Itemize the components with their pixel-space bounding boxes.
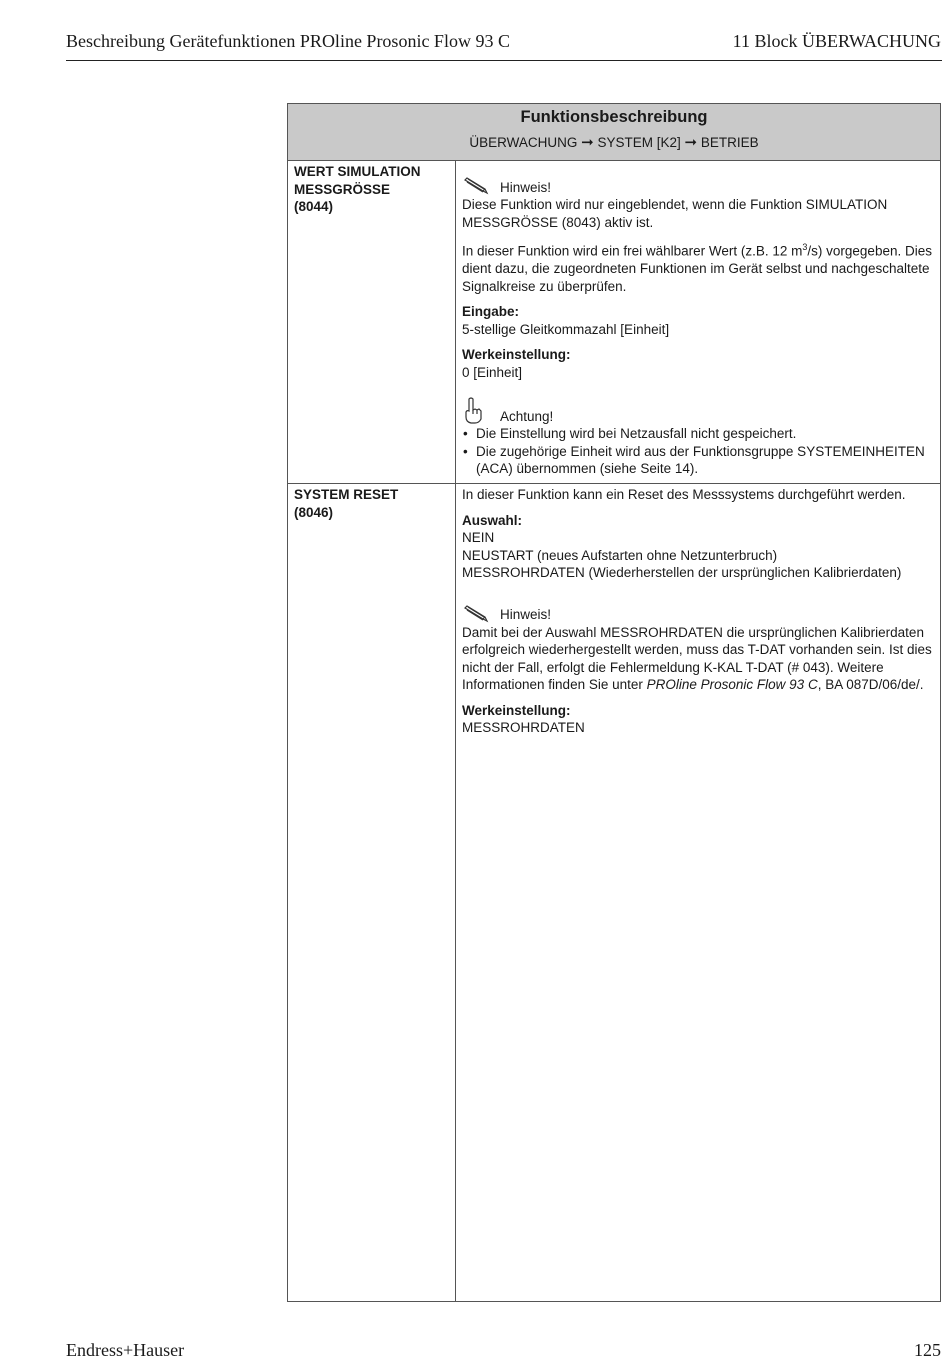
caution-list (462, 425, 938, 478)
header-chapter: 11 Block ÜBERWACHUNG (732, 31, 941, 51)
path-item: SYSTEM [K2] (597, 135, 681, 150)
header-title: Beschreibung Gerätefunktionen PROline Prosonic Flow 93 C (66, 31, 510, 51)
choice-item: MESSROHRDATEN (Wiederherstellen der ursprünglichen Kalibrierdaten) (462, 565, 902, 580)
arrow-right-icon: ➞ (581, 134, 594, 151)
default-value: MESSROHRDATEN (462, 720, 585, 735)
input-block (462, 303, 938, 338)
pointing-hand-icon (462, 397, 492, 425)
menu-path (288, 133, 940, 151)
function-description-8044 (462, 176, 938, 478)
function-name-8044 (294, 163, 444, 216)
note-heading (462, 176, 938, 196)
table-title: Funktionsbeschreibung (520, 108, 708, 126)
page-number: 125 (914, 1340, 941, 1360)
note-heading (462, 604, 938, 624)
default-block (462, 702, 938, 737)
choice-item: NEIN (462, 530, 495, 545)
function-code: (8046) (294, 504, 334, 520)
table-header (288, 104, 940, 161)
note-label: Hinweis! (500, 607, 552, 622)
path-item: BETRIEB (700, 135, 759, 150)
column-divider (455, 160, 456, 1301)
arrow-right-icon: ➞ (684, 134, 698, 151)
default-label: Werkeinstellung: (462, 702, 571, 718)
caution-heading (462, 397, 938, 425)
note-text: Diese Funktion wird nur eingeblendet, wenn die Funktion SIMULATION MESSGRÖSSE (8043) aktiv ist. (462, 197, 888, 230)
function-name-line: WERT SIMULATION (294, 164, 421, 179)
row-divider (288, 483, 940, 484)
function-description-8046 (462, 486, 938, 745)
note-label: Hinweis! (500, 179, 552, 195)
default-label: Werkeinstellung: (462, 347, 571, 362)
path-item: ÜBERWACHUNG (469, 135, 578, 150)
header-rule (66, 60, 942, 61)
function-code: (8044) (294, 199, 334, 214)
caution-label: Achtung! (500, 408, 554, 424)
default-value: 0 [Einheit] (462, 364, 523, 380)
function-name-8046 (294, 486, 444, 521)
input-label: Eingabe: (462, 304, 520, 319)
default-block (462, 346, 938, 381)
list-item: • Die zugehörige Einheit wird aus der Funktionsgruppe SYSTEMEINHEITEN (ACA) übernommen (siehe Seite 14). (462, 443, 938, 478)
function-name-line: MESSGRÖSSE (294, 181, 391, 197)
footer-brand: Endress+Hauser (66, 1340, 185, 1360)
input-value: 5-stellige Gleitkommazahl [Einheit] (462, 321, 670, 337)
list-item: • Die Einstellung wird bei Netzausfall nicht gespeichert. (462, 425, 938, 443)
note-text: Damit bei der Auswahl MESSROHRDATEN die ursprünglichen Kalibrierdaten erfolgreich wiederhergestellt werden, muss das T-DAT vorhanden sein. Ist dies nicht der Fall, erfolgt die Fehlermeldung K-KAL T-DAT (# 043). Weitere Informationen finden Sie unter PROline Prosonic Flow 93 C, BA 087D/06/de/. (462, 624, 932, 692)
function-name-line: SYSTEM RESET (294, 487, 399, 502)
pencil-note-icon (462, 176, 492, 196)
function-table (287, 103, 941, 1302)
pencil-note-icon (462, 604, 492, 624)
choice-item: NEUSTART (neues Aufstarten ohne Netzunterbruch) (462, 547, 778, 563)
description-paragraph: In dieser Funktion wird ein frei wählbarer Wert (z.B. 12 $m^3/s$) vorgegeben. Dies dient dazu, die zugeordneten Funktionen im Gerät selbst und nachgeschaltete Signalkreise zu überprüfen. (462, 242, 932, 294)
description-paragraph: In dieser Funktion kann ein Reset des Messsystems durchgeführt werden. (462, 487, 906, 502)
choice-label: Auswahl: (462, 512, 523, 528)
choice-block (462, 512, 938, 582)
